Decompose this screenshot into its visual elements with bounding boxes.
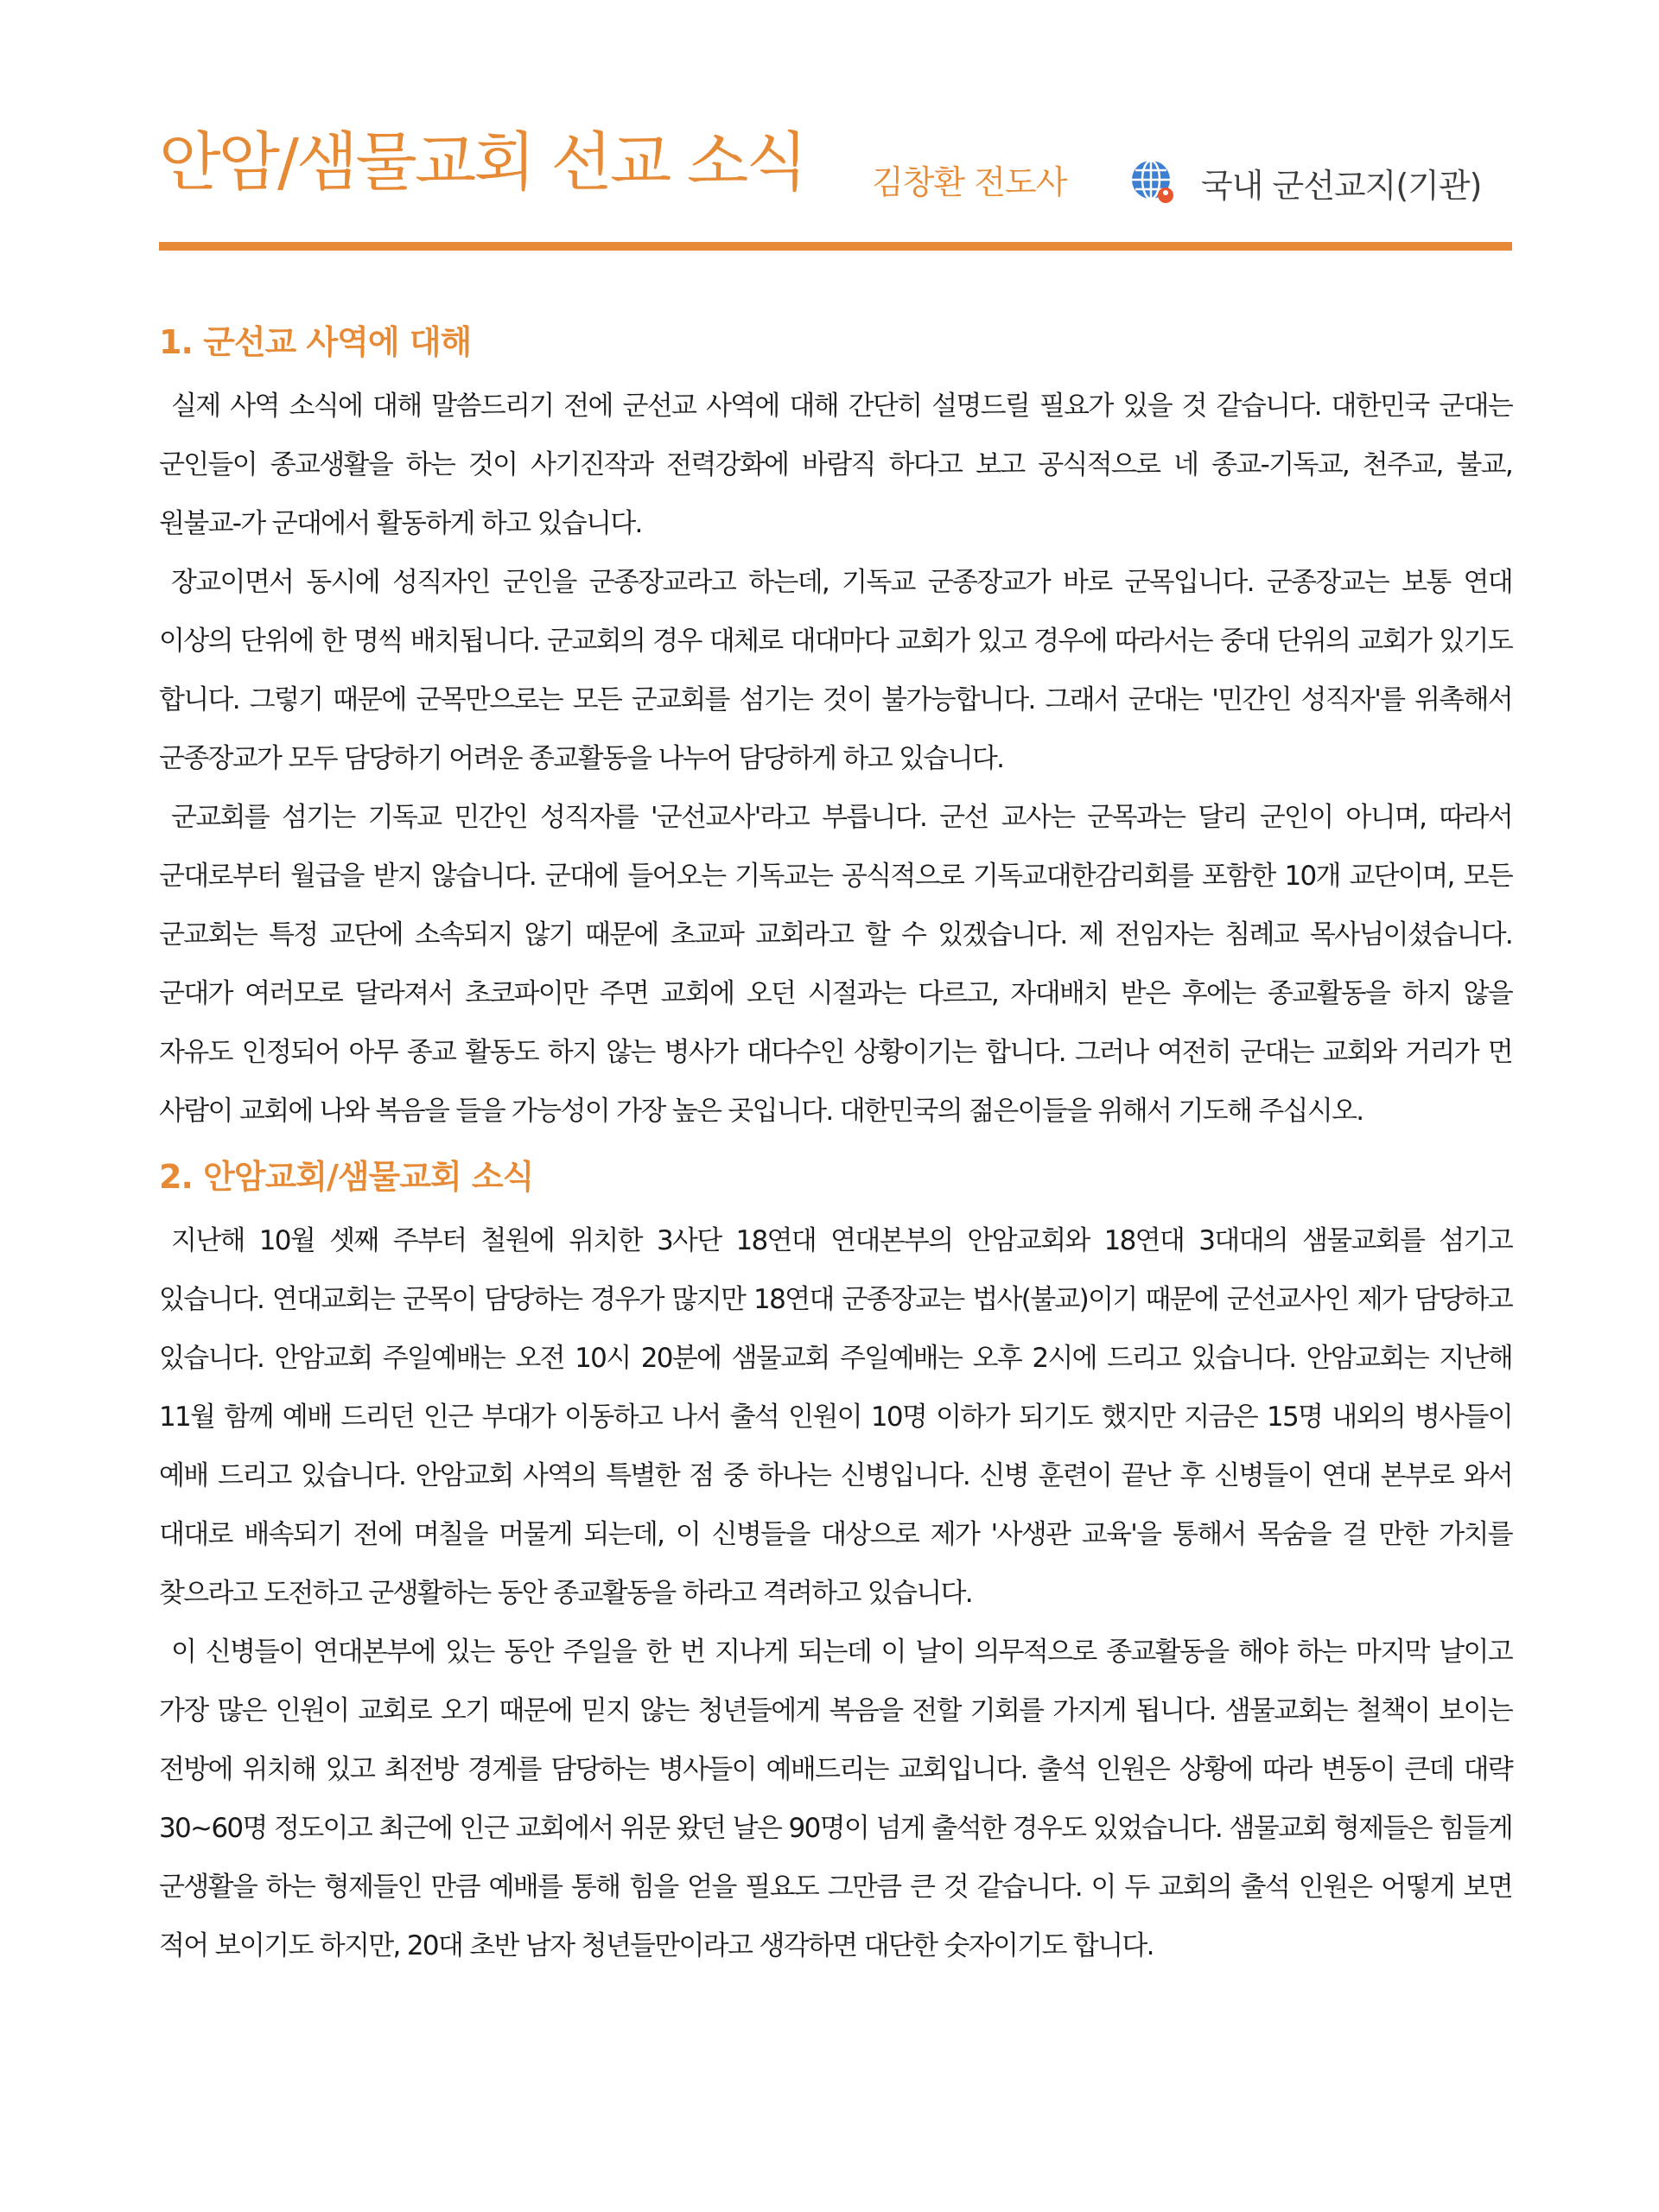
paragraph: 군교회를 섬기는 기독교 민간인 성직자를 '군선교사'라고 부릅니다. 군선 교사는 군목과는 달리 군인이 아니며, 따라서 군대로부터 월급을 받지 않습니다. 군대에 들어오는 기독교는 공식적으로 기독교대한감리회를 포함한 10개 교단이며, 모든 군교회는 특정 교단에 소속되지 않기 때문에 초교파 교회라고 할 수 있겠습니다. 제 전임자는 침례교 목사님이셨습니다. 군대가 여러모로 달라져서 초코파이만 주면 교회에 오던 시절과는 다르고, 자대배치 받은 후에는 종교활동을 하지 않을 자유도 인정되어 아무 종교 활동도 하지 않는 병사가 대다수인 상황이기는 합니다. 그러나 여전히 군대는 교회와 거리가 먼 사람이 교회에 나와 복음을 들을 가능성이 가장 높은 곳입니다. 대한민국의 젊은이들을 위해서 기도해 주십시오. xyxy=(159,802,1512,1127)
header-divider xyxy=(159,242,1512,251)
paragraph: 이 신병들이 연대본부에 있는 동안 주일을 한 번 지나게 되는데 이 날이 의무적으로 종교활동을 해야 하는 마지막 날이고 가장 많은 인원이 교회로 오기 때문에 믿지 않는 청년들에게 복음을 전할 기회를 가지게 됩니다. 샘물교회는 철책이 보이는 전방에 위치해 있고 최전방 경계를 담당하는 병사들이 예배드리는 교회입니다. 출석 인원은 상황에 따라 변동이 큰데 대략 30~60명 정도이고 최근에 인근 교회에서 위문 왔던 날은 90명이 넘게 출석한 경우도 있었습니다. 샘물교회 형제들은 힘들게 군생활을 하는 형제들인 만큼 예배를 통해 힘을 얻을 필요도 그만큼 큰 것 같습니다. 이 두 교회의 출석 인원은 어떻게 보면 적어 보이기도 하지만, 20대 초반 남자 청년들만이라고 생각하면 대단한 숫자이기도 합니다. xyxy=(159,1637,1512,1961)
newsletter-page xyxy=(159,104,1512,1975)
author-name: 김창환 전도사 xyxy=(872,163,1067,201)
section-title: 2. 안암교회/샘물교회 소식 xyxy=(159,1158,534,1196)
paragraph: 실제 사역 소식에 대해 말씀드리기 전에 군선교 사역에 대해 간단히 설명드릴 필요가 있을 것 같습니다. 대한민국 군대는 군인들이 종교생활을 하는 것이 사기진작과 전력강화에 바람직 하다고 보고 공식적으로 네 종교-기독교, 천주교, 불교, 원불교-가 군대에서 활동하게 하고 있습니다. xyxy=(159,391,1512,539)
section-title: 1. 군선교 사역에 대해 xyxy=(159,323,472,361)
paragraph: 지난해 10월 셋째 주부터 철원에 위치한 3사단 18연대 연대본부의 안암교회와 18연대 3대대의 샘물교회를 섬기고 있습니다. 연대교회는 군목이 담당하는 경우가 많지만 18연대 군종장교는 법사(불교)이기 때문에 군선교사인 제가 담당하고 있습니다. 안암교회 주일예배는 오전 10시 20분에 샘물교회 주일예배는 오후 2시에 드리고 있습니다. 안암교회는 지난해 11월 함께 예배 드리던 인근 부대가 이동하고 나서 출석 인원이 10명 이하가 되기도 했지만 지금은 15명 내외의 병사들이 예배 드리고 있습니다. 안암교회 사역의 특별한 점 중 하나는 신병입니다. 신병 훈련이 끝난 후 신병들이 연대 본부로 와서 대대로 배속되기 전에 며칠을 머물게 되는데, 이 신병들을 대상으로 제가 '사생관 교육'을 통해서 목숨을 걸 만한 가치를 찾으라고 도전하고 군생활하는 동안 종교활동을 하라고 격려하고 있습니다. xyxy=(159,1225,1512,1609)
page-header xyxy=(159,104,1512,242)
section-2 xyxy=(159,1154,1512,1975)
globe-icon xyxy=(1128,157,1179,207)
page-title: 안암/샘물교회 선교 소식 xyxy=(159,125,805,200)
paragraph: 장교이면서 동시에 성직자인 군인을 군종장교라고 하는데, 기독교 군종장교가 바로 군목입니다. 군종장교는 보통 연대 이상의 단위에 한 명씩 배치됩니다. 군교회의 경우 대체로 대대마다 교회가 있고 경우에 따라서는 중대 단위의 교회가 있기도 합니다. 그렇기 때문에 군목만으로는 모든 군교회를 섬기는 것이 불가능합니다. 그래서 군대는 '민간인 성직자'를 위촉해서 군종장교가 모두 담당하기 어려운 종교활동을 나누어 담당하게 하고 있습니다. xyxy=(159,567,1512,774)
category-label: 국내 군선교지(기관) xyxy=(1201,167,1482,205)
section-1 xyxy=(159,320,1512,1141)
